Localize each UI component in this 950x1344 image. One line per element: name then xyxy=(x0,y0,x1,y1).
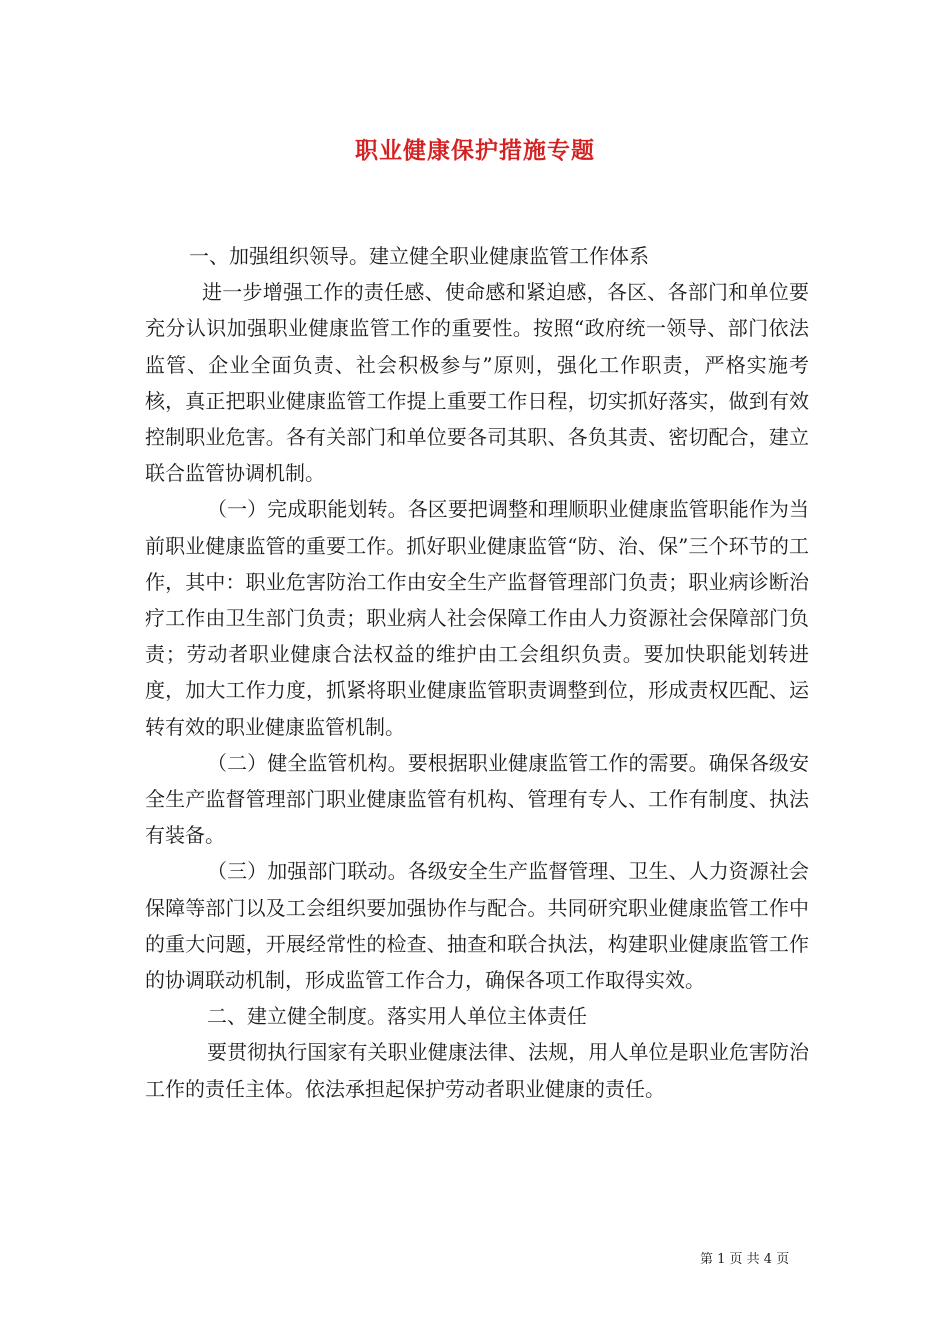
paragraph-subsection-3: （三）加强部门联动。各级安全生产监督管理、卫生、人力资源社会保障等部门以及工会组织要加强协作与配合。共同研究职业健康监管工作中的重大问题，开展经常性的检查、抽查和联合执法，构建职业健康监管工作的协调联动机制，形成监管工作合力，确保各项工作取得实效。 xyxy=(145,859,809,993)
section-heading-1: 一、加强组织领导。建立健全职业健康监管工作体系 xyxy=(189,244,649,268)
section-heading-2: 二、建立健全制度。落实用人单位主体责任 xyxy=(207,1004,587,1029)
page-number-footer: 第 1 页 共 4 页 xyxy=(700,1252,790,1267)
paragraph: 要贯彻执行国家有关职业健康法律、法规，用人单位是职业危害防治工作的责任主体。依法承担起保护劳动者职业健康的责任。 xyxy=(145,1040,809,1101)
paragraph: 进一步增强工作的责任感、使命感和紧迫感，各区、各部门和单位要充分认识加强职业健康监管工作的重要性。按照“政府统一领导、部门依法监管、企业全面负责、社会积极参与”原则，强化工作职责，严格实施考核，真正把职业健康监管工作提上重要工作日程，切实抓好落实，做到有效控制职业危害。各有关部门和单位要各司其职、各负其责、密切配合，建立联合监管协调机制。 xyxy=(145,280,809,486)
paragraph-subsection-1: （一）完成职能划转。各区要把调整和理顺职业健康监管职能作为当前职业健康监管的重要工作。抓好职业健康监管“防、治、保”三个环节的工作，其中：职业危害防治工作由安全生产监督管理部门负责；职业病诊断治疗工作由卫生部门负责；职业病人社会保障工作由人力资源社会保障部门负责；劳动者职业健康合法权益的维护由工会组织负责。要加快职能划转进度，加大工作力度，抓紧将职业健康监管职责调整到位，形成责权匹配、运转有效的职业健康监管机制。 xyxy=(145,497,809,739)
paragraph-subsection-2: （二）健全监管机构。要根据职业健康监管工作的需要。确保各级安全生产监督管理部门职业健康监管有机构、管理有专人、工作有制度、执法有装备。 xyxy=(145,750,809,848)
document-body xyxy=(145,238,809,1107)
document-title: 职业健康保护措施专题 xyxy=(355,137,595,164)
